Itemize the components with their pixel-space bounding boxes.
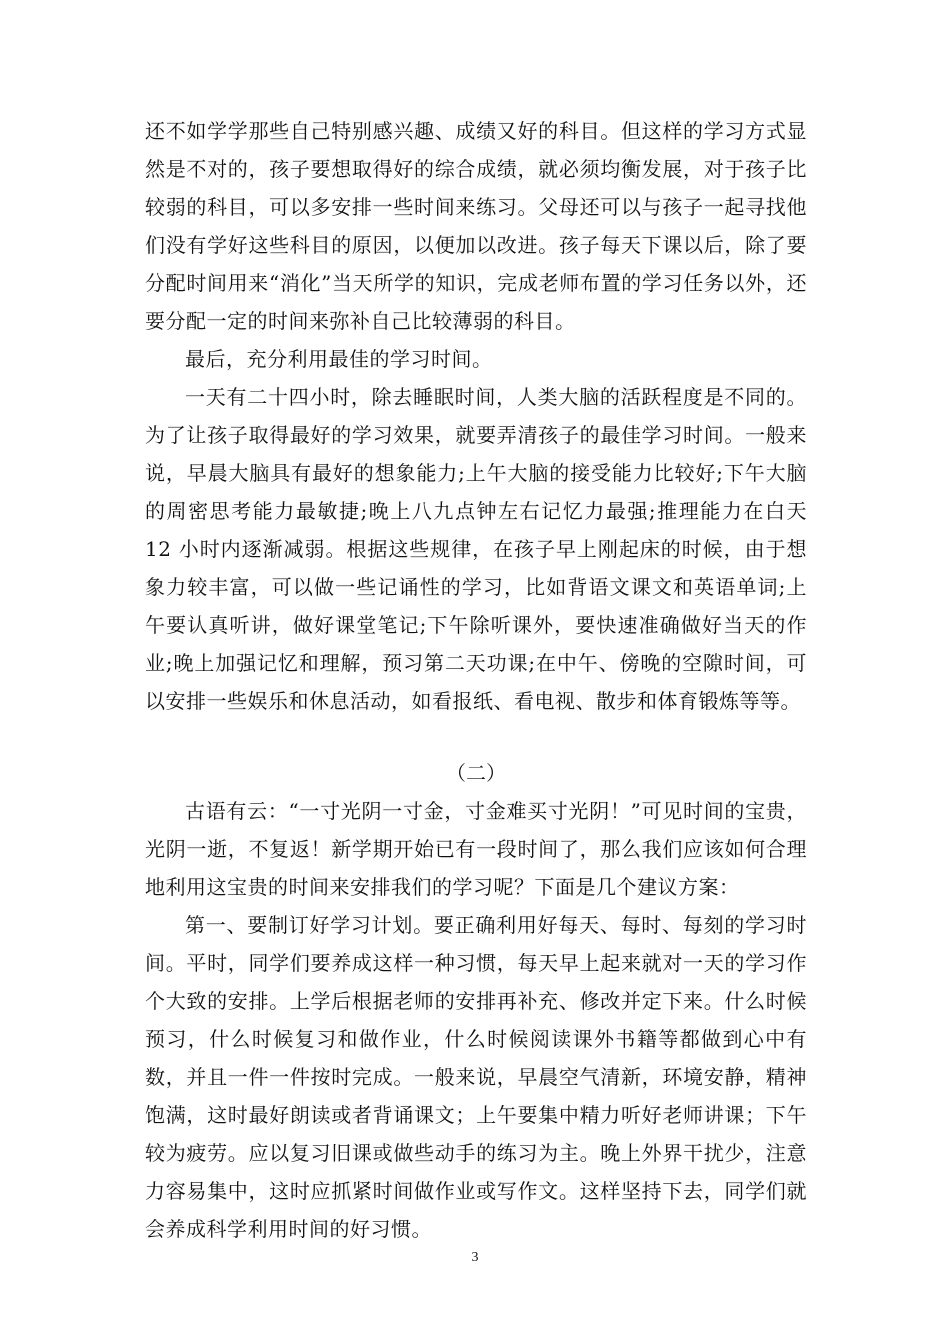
paragraph-continuation: 还不如学学那些自己特别感兴趣、成绩又好的科目。但这样的学习方式显然是不对的，孩子要想取得好的综合成绩，就必须均衡发展，对于孩子比较弱的科目，可以多安排一些时间来练习。父母还可以与孩子一起寻找他们没有学好这些科目的原因，以便加以改进。孩子每天下课以后，除了要分配时间用来“消化”当天所学的知识，完成老师布置的学习任务以外，还要分配一定的时间来弥补自己比较薄弱的科目。 <box>145 119 807 333</box>
paragraph-proverb: 古语有云：“一寸光阴一寸金，寸金难买寸光阴！”可见时间的宝贵，光阴一逝，不复返！新学期开始已有一段时间了，那么我们应该如何合理地利用这宝贵的时间来安排我们的学习呢？下面是几个建议方案： <box>145 799 807 899</box>
paragraph-study-plan: 第一、要制订好学习计划。要正确利用好每天、每时、每刻的学习时间。平时，同学们要养成这样一种习惯，每天早上起来就对一天的学习作个大致的安排。上学后根据老师的安排再补充、修改并定下来。什么时候预习，什么时候复习和做作业，什么时候阅读课外书籍等都做到心中有数，并且一件一件按时完成。一般来说，早晨空气清新，环境安静，精神饱满，这时最好朗读或者背诵课文；上午要集中精力听好老师讲课；下午较为疲劳。应以复习旧课或做些动手的练习为主。晚上外界干扰少，注意力容易集中，这时应抓紧时间做作业或写作文。这样坚持下去，同学们就会养成科学利用时间的好习惯。 <box>145 913 807 1241</box>
paragraph-brain-activity: 一天有二十四小时，除去睡眠时间，人类大脑的活跃程度是不同的。为了让孩子取得最好的学习效果，就要弄清孩子的最佳学习时间。一般来说，早晨大脑具有最好的想象能力;上午大脑的接受能力比较好;下午大脑的周密思考能力最敏捷;晚上八九点钟左右记忆力最强;推理能力在白天 12 小时内逐渐减弱。根据这些规律，在孩子早上刚起床的时候，由于想象力较丰富，可以做一些记诵性的学习，比如背语文课文和英语单词;上午要认真听讲，做好课堂笔记;下午除听课外，要快速准确做好当天的作业;晚上加强记忆和理解，预习第二天功课;在中午、傍晚的空隙时间，可以安排一些娱乐和休息活动，如看报纸、看电视、散步和体育锻炼等等。 <box>145 385 807 713</box>
section-title: （二） <box>446 761 506 785</box>
paragraph-heading-best-time: 最后，充分利用最佳的学习时间。 <box>185 347 493 371</box>
document-body <box>145 112 807 1248</box>
page-number: 3 <box>471 1250 479 1265</box>
